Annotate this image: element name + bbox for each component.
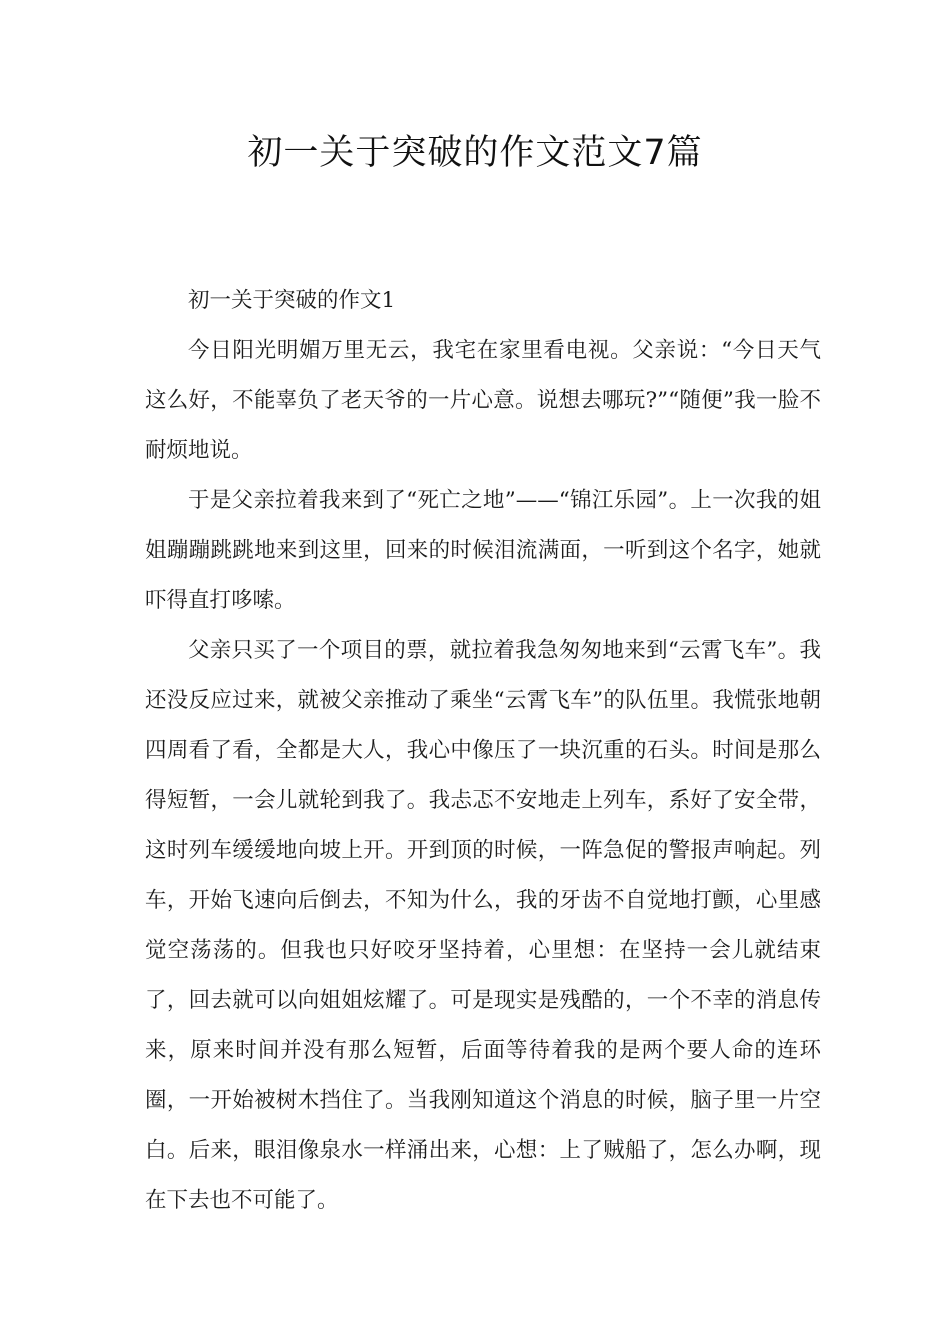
paragraph-2: 于是父亲拉着我来到了“死亡之地”——“锦江乐园”。上一次我的姐姐蹦蹦跳跳地来到这里，回来的时候泪流满面，一听到这个名字，她就吓得直打哆嗦。 bbox=[145, 488, 821, 613]
document-body bbox=[145, 276, 821, 1226]
section-heading: 初一关于突破的作文1 bbox=[188, 288, 396, 313]
paragraph-1: 今日阳光明媚万里无云，我宅在家里看电视。父亲说：“今日天气这么好，不能辜负了老天爷的一片心意。说想去哪玩?”“随便”我一脸不耐烦地说。 bbox=[145, 338, 821, 463]
paragraph-3: 父亲只买了一个项目的票，就拉着我急匆匆地来到“云霄飞车”。我还没反应过来，就被父亲推动了乘坐“云霄飞车”的队伍里。我慌张地朝四周看了看，全都是大人，我心中像压了一块沉重的石头。时间是那么得短暂，一会儿就轮到我了。我忐忑不安地走上列车，系好了安全带，这时列车缓缓地向坡上开。开到顶的时候，一阵急促的警报声响起。列车，开始飞速向后倒去，不知为什么，我的牙齿不自觉地打颤，心里感觉空荡荡的。但我也只好咬牙坚持着，心里想：在坚持一会儿就结束了，回去就可以向姐姐炫耀了。可是现实是残酷的，一个不幸的消息传来，原来时间并没有那么短暂，后面等待着我的是两个要人命的连环圈，一开始被树木挡住了。当我刚知道这个消息的时候，脑子里一片空白。后来，眼泪像泉水一样涌出来，心想：上了贼船了，怎么办啊，现在下去也不可能了。 bbox=[145, 638, 821, 1213]
document-title: 初一关于突破的作文范文7篇 bbox=[247, 133, 703, 173]
